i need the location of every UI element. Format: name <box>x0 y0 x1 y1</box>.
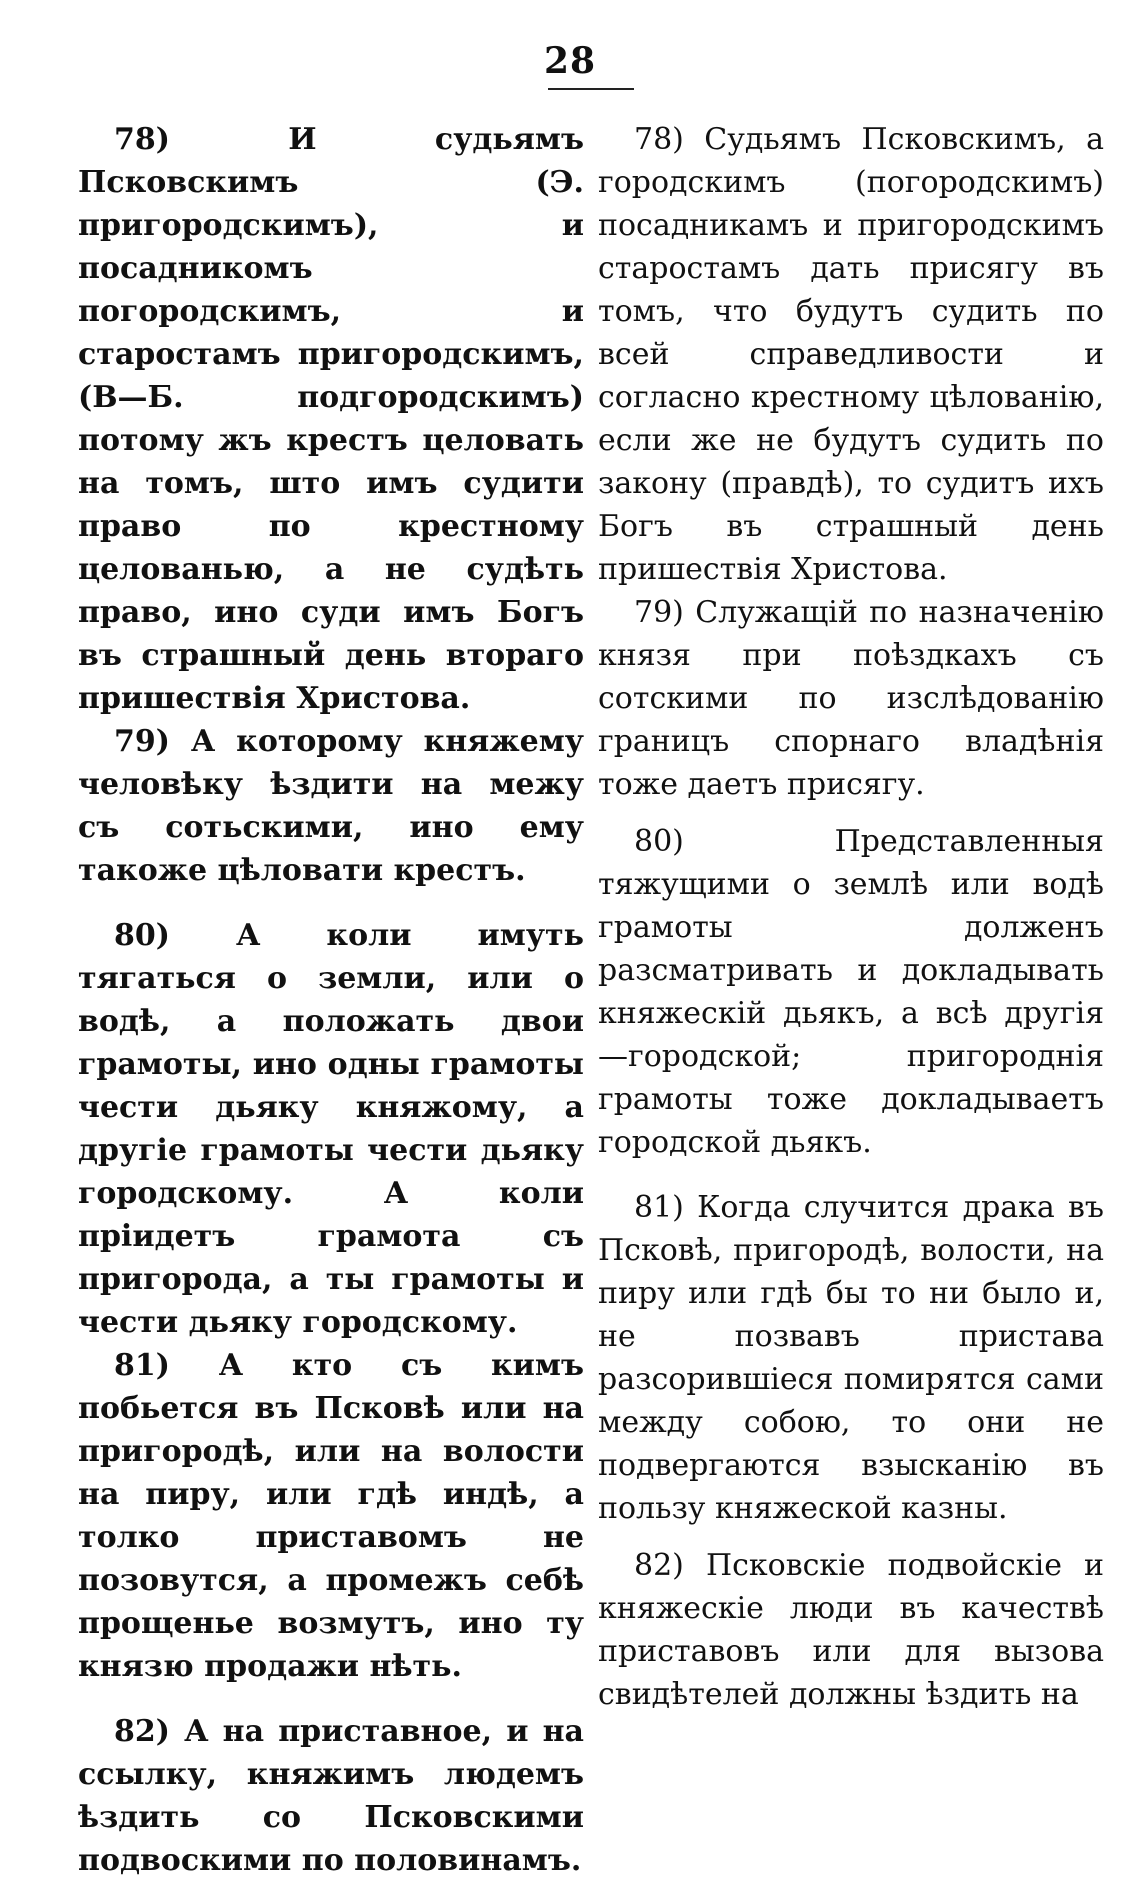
article-82-translation: 82) Псковскіе подвойскіе и княжескіе люди въ качествѣ приставовъ или для вызова свидѣтелей должны ѣздить на <box>598 1548 1104 1712</box>
page-number: 28 <box>543 40 597 82</box>
right-column-translation <box>598 118 1104 1808</box>
article-82-original: 82) А на приставное, и на ссылку, княжимъ людемъ ѣздить со Псковскими подвоскими по половинамъ. <box>78 1714 584 1878</box>
article-80-translation: 80) Представленныя тяжущими о землѣ или водѣ грамоты долженъ разсматривать и докладывать княжескій дьякъ, а всѣ другія—городской; пригороднія грамоты тоже докладываетъ городской дьякъ. <box>598 824 1104 1160</box>
article-81-original: 81) А кто съ кимъ побьется въ Псковѣ или на пригородѣ, или на волости на пиру, или гдѣ индѣ, а толко приставомъ не позовутся, а промежъ себѣ прощенье возмутъ, ино ту князю продажи нѣть. <box>78 1348 584 1684</box>
left-column-old-text <box>78 118 584 1878</box>
spacer <box>598 1530 1104 1544</box>
spacer <box>598 806 1104 820</box>
article-81-translation: 81) Когда случится драка въ Псковѣ, пригородѣ, волости, на пиру или гдѣ бы то ни было и, не позвавъ пристава разсорившіеся помирятся сами между собою, то они не подвергаются взысканію въ пользу княжеской казны. <box>598 1190 1104 1526</box>
two-column-text <box>78 118 1104 1878</box>
article-80-original: 80) А коли имуть тягаться о земли, или о водѣ, а положать двои грамоты, ино одны грамоты чести дьяку княжому, а другіе грамоты чести дьяку городскому. А коли прiидетъ грамота съ пригорода, а ты грамоты и чести дьяку городскому. <box>78 918 584 1340</box>
article-79-translation: 79) Служащій по назначенію князя при поѣздкахъ съ сотскими по изслѣдованію границъ спорнаго владѣнія тоже даетъ присягу. <box>598 595 1104 802</box>
article-78-translation: 78) Судьямъ Псковскимъ, а городскимъ (погородскимъ) посадникамъ и пригородскимъ старостамъ дать присягу въ томъ, что будутъ судить по всей справедливости и согласно крестному цѣлованiю, если же не будутъ судить по закону (правдѣ), то судитъ ихъ Богъ въ страшный день пришествія Христова. <box>598 122 1104 587</box>
article-78-original: 78) И судьямъ Псковскимъ (Э. пригородскимъ), и посадникомъ погородскимъ, и старостамъ пригородскимъ, (В—Б. подгородскимъ) потому жъ крестъ целовать на томъ, што имъ судити право по крестному целованью, а не судѣть право, ино суди имъ Богъ въ страшный день втораго пришествія Христова. <box>78 122 584 716</box>
article-79-original: 79) А которому княжему человѣку ѣздити на межу съ сотьскими, ино ему такоже цѣловати крестъ. <box>78 724 584 888</box>
spacer <box>78 892 584 914</box>
spacer <box>78 1688 584 1710</box>
page-number-underline <box>548 88 634 90</box>
spacer <box>598 1164 1104 1186</box>
